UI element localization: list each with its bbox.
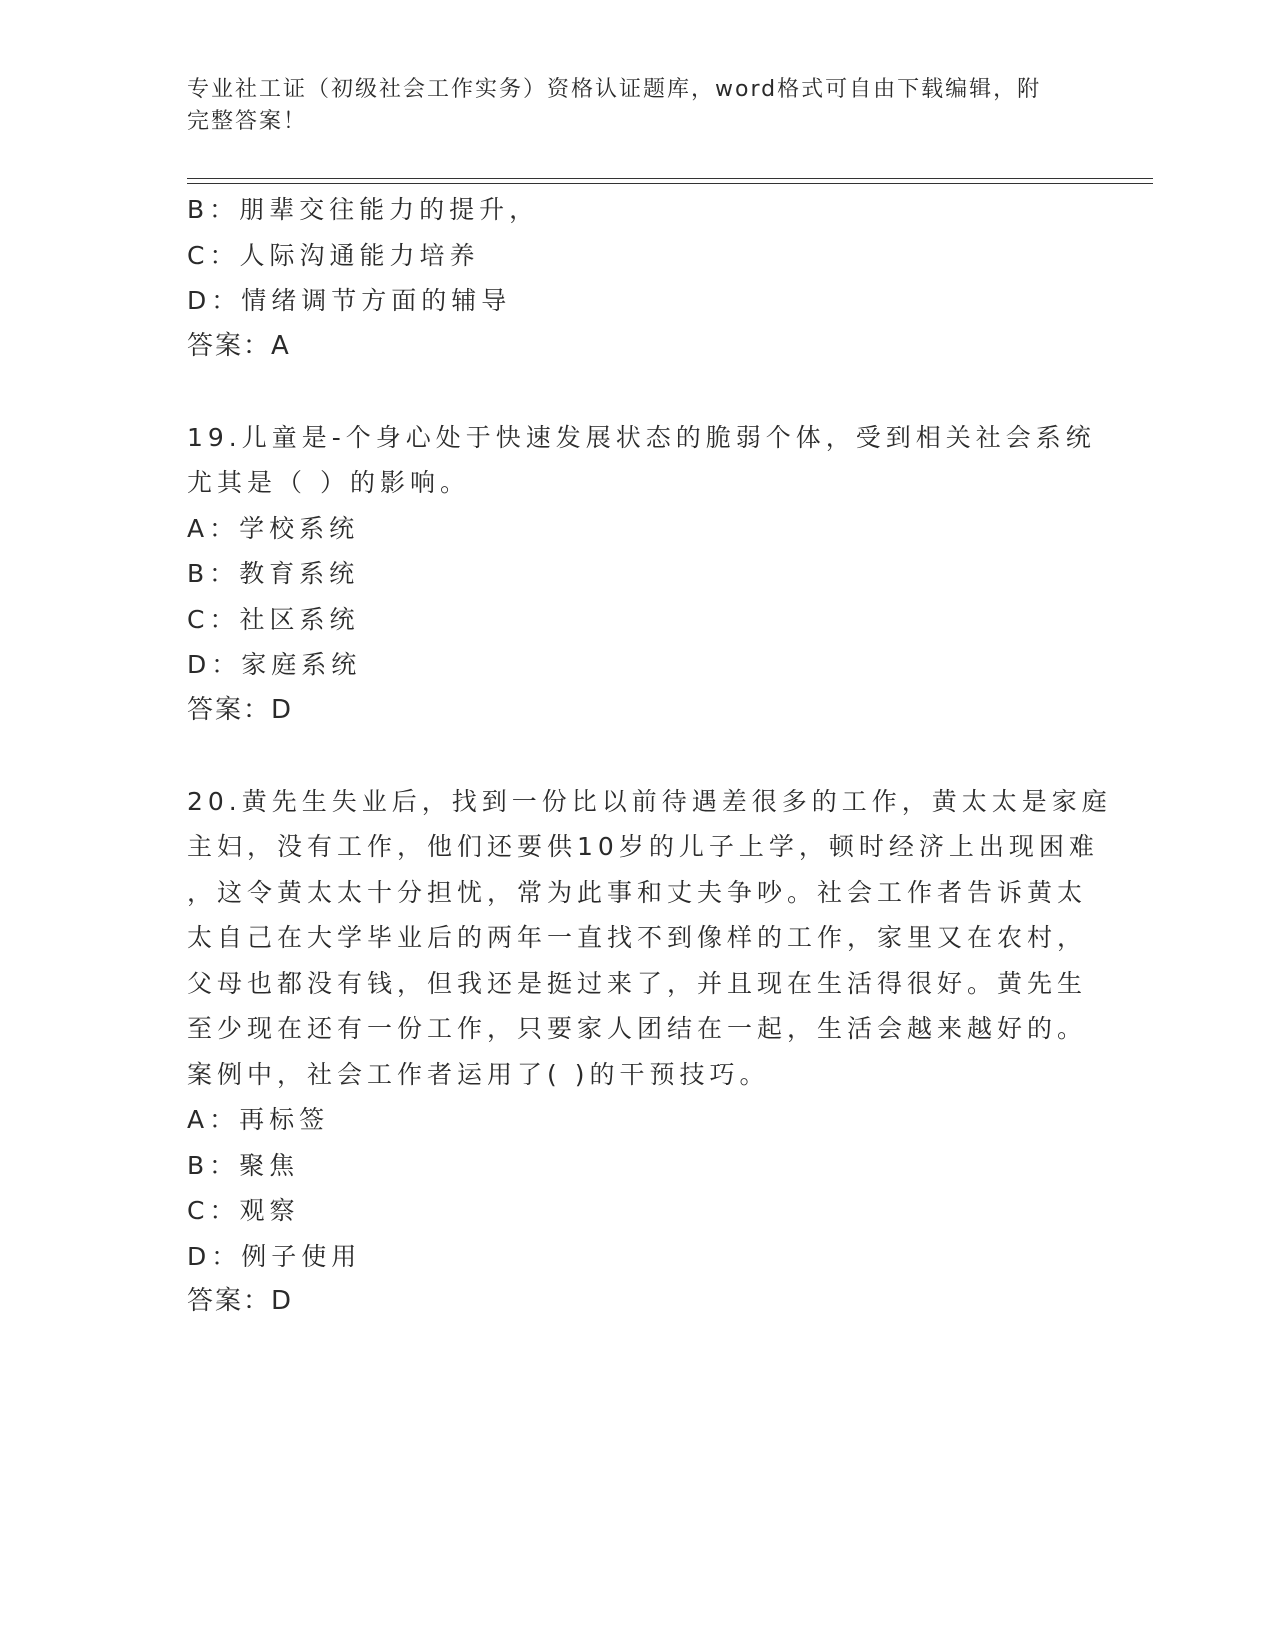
question-20-stem-line-2: 主妇，没有工作，他们还要供10岁的儿子上学，顿时经济上出现困难 <box>187 832 1099 861</box>
question-20-block <box>187 779 1112 1325</box>
answer-line: 答案：D <box>187 694 294 725</box>
header-line-2: 完整答案！ <box>187 109 308 134</box>
option-c: C：人际沟通能力培养 <box>187 240 480 270</box>
spacer <box>187 733 1087 779</box>
option-a: A：学校系统 <box>187 513 360 543</box>
option-d: D：家庭系统 <box>187 650 362 679</box>
header-rule-bottom <box>187 183 1153 184</box>
question-20-stem-line-1: 20.黄先生失业后，找到一份比以前待遇差很多的工作，黄太太是家庭 <box>187 786 1112 816</box>
option-c: C：观察 <box>187 1196 300 1225</box>
question-20-stem-line-6: 至少现在还有一份工作，只要家人团结在一起，生活会越来越好的。 <box>187 1014 1088 1043</box>
answer-line: 答案：D <box>187 1286 294 1316</box>
question-20-stem-line-4: 太自己在大学毕业后的两年一直找不到像样的工作，家里又在农村， <box>187 923 1088 952</box>
option-d: D：情绪调节方面的辅导 <box>187 286 512 315</box>
document-body <box>187 187 1112 1325</box>
option-a: A：再标签 <box>187 1105 330 1134</box>
option-b: B：聚焦 <box>187 1150 300 1180</box>
header-line-1: 专业社工证（初级社会工作实务）资格认证题库，word格式可自由下载编辑，附 <box>187 77 1042 102</box>
question-20-stem-line-7: 案例中，社会工作者运用了( )的干预技巧。 <box>187 1059 770 1089</box>
spacer <box>187 369 1087 415</box>
option-c: C：社区系统 <box>187 604 360 634</box>
document-header <box>187 74 1067 138</box>
question-19-stem-line-1: 19.儿童是-个身心处于快速发展状态的脆弱个体，受到相关社会系统 <box>187 422 1096 452</box>
question-19-stem-line-2: 尤其是（ ）的影响。 <box>187 468 470 497</box>
header-rule-top <box>187 178 1153 179</box>
option-b: B：朋辈交往能力的提升， <box>187 195 540 224</box>
option-b: B：教育系统 <box>187 559 360 588</box>
answer-line: 答案：A <box>187 330 291 361</box>
question-20-stem-line-3: ，这令黄太太十分担忧，常为此事和丈夫争吵。社会工作者告诉黄太 <box>187 877 1088 907</box>
question-19-block <box>187 415 1096 734</box>
question-20-stem-line-5: 父母也都没有钱，但我还是挺过来了，并且现在生活得很好。黄先生 <box>187 968 1088 998</box>
option-d: D：例子使用 <box>187 1241 362 1271</box>
prev-question-block <box>187 187 1087 369</box>
